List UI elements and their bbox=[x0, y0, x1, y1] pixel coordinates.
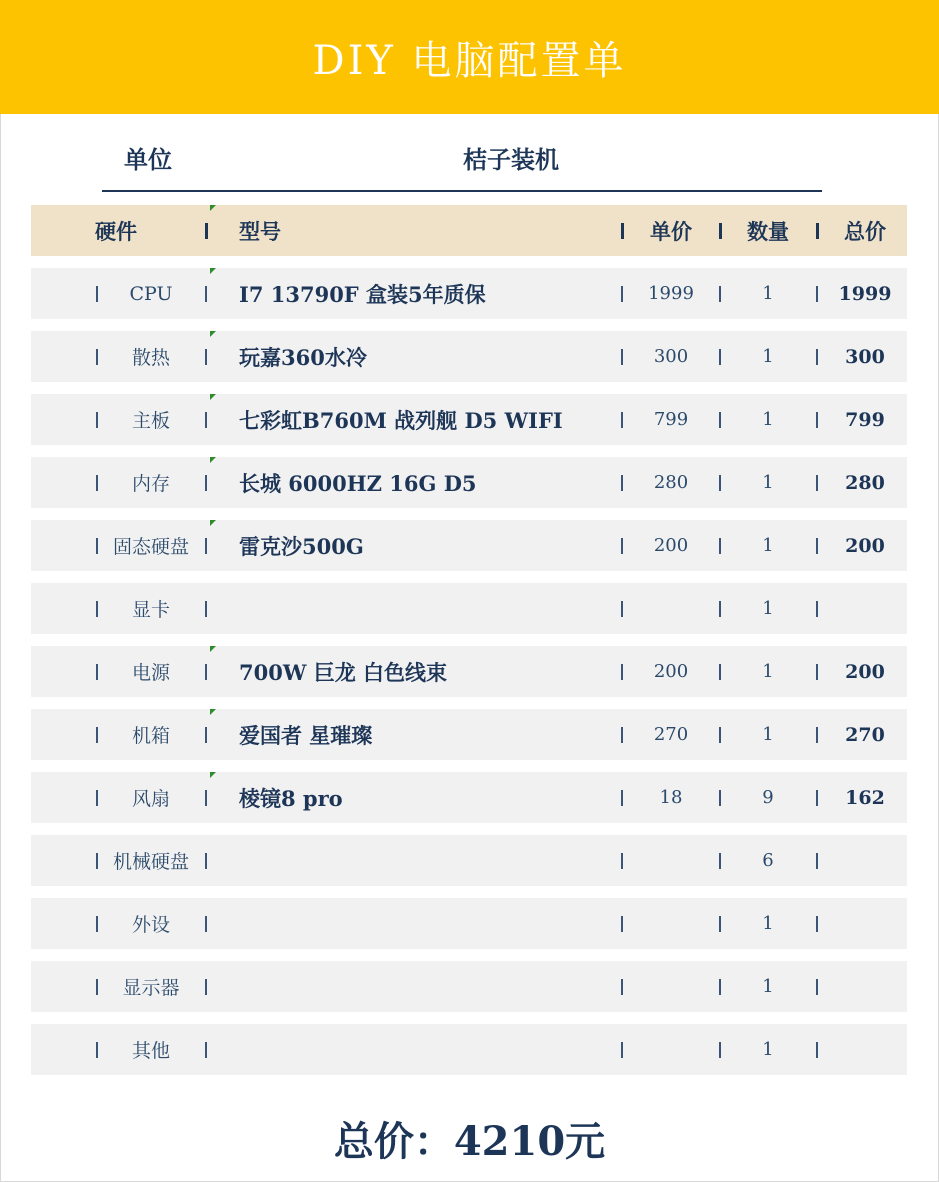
cell-quantity: 1 bbox=[762, 976, 774, 997]
column-separator bbox=[816, 349, 818, 365]
table-row bbox=[31, 898, 907, 949]
cell-model bbox=[239, 583, 619, 634]
column-separator bbox=[205, 916, 207, 932]
cell-hardware: 内存 bbox=[131, 473, 170, 495]
cell-total-price: 270 bbox=[845, 723, 885, 746]
table-header-row bbox=[31, 205, 907, 256]
column-separator bbox=[816, 286, 818, 302]
column-separator bbox=[96, 790, 98, 806]
comment-marker-icon bbox=[210, 646, 216, 652]
cell-model: 七彩虹B760M 战列舰 D5 WIFI bbox=[239, 407, 563, 433]
header-hardware: 硬件 bbox=[95, 218, 137, 244]
cell-model: 雷克沙500G bbox=[239, 533, 364, 559]
column-separator bbox=[816, 853, 818, 869]
cell-unit-price: 200 bbox=[653, 535, 689, 556]
cell-quantity: 1 bbox=[762, 409, 774, 430]
header-total-price: 总价 bbox=[844, 218, 886, 244]
column-separator bbox=[816, 538, 818, 554]
column-separator bbox=[816, 1042, 818, 1058]
column-separator bbox=[719, 601, 721, 617]
column-separator bbox=[96, 727, 98, 743]
title-bar bbox=[0, 0, 939, 114]
table-row bbox=[31, 772, 907, 823]
column-separator bbox=[205, 727, 207, 743]
column-separator bbox=[719, 223, 722, 239]
cell-quantity: 1 bbox=[762, 661, 774, 682]
column-separator bbox=[719, 412, 721, 428]
column-separator bbox=[719, 538, 721, 554]
comment-marker-icon bbox=[210, 520, 216, 526]
cell-unit-price: 18 bbox=[659, 787, 683, 808]
column-separator bbox=[205, 223, 208, 239]
column-separator bbox=[205, 1042, 207, 1058]
cell-total-price: 162 bbox=[845, 786, 885, 809]
column-separator bbox=[719, 1042, 721, 1058]
column-separator bbox=[621, 664, 623, 680]
cell-hardware: 外设 bbox=[131, 914, 170, 936]
column-separator bbox=[96, 286, 98, 302]
cell-model: 爱国者 星璀璨 bbox=[239, 722, 373, 748]
cell-hardware: 散热 bbox=[131, 347, 170, 369]
cell-unit-price: 200 bbox=[653, 661, 689, 682]
table-row bbox=[31, 1024, 907, 1075]
cell-unit-price bbox=[637, 961, 705, 1012]
unit-label: 单位 bbox=[124, 145, 172, 174]
cell-quantity: 1 bbox=[762, 598, 774, 619]
cell-total-price: 799 bbox=[845, 408, 885, 431]
column-separator bbox=[816, 475, 818, 491]
comment-marker-icon bbox=[210, 205, 216, 211]
column-separator bbox=[719, 790, 721, 806]
cell-hardware: 显卡 bbox=[131, 599, 170, 621]
table-row bbox=[31, 331, 907, 382]
cell-unit-price: 799 bbox=[653, 409, 689, 430]
column-separator bbox=[719, 727, 721, 743]
cell-model bbox=[239, 961, 619, 1012]
table-row bbox=[31, 583, 907, 634]
column-separator bbox=[96, 853, 98, 869]
column-separator bbox=[205, 412, 207, 428]
column-separator bbox=[621, 1042, 623, 1058]
column-separator bbox=[621, 412, 623, 428]
column-separator bbox=[96, 1042, 98, 1058]
cell-quantity: 1 bbox=[762, 724, 774, 745]
cell-quantity: 1 bbox=[762, 913, 774, 934]
cell-total-price: 280 bbox=[845, 471, 885, 494]
column-separator bbox=[719, 286, 721, 302]
column-separator bbox=[816, 601, 818, 617]
cell-total-price: 200 bbox=[845, 534, 885, 557]
column-separator bbox=[621, 538, 623, 554]
column-separator bbox=[205, 664, 207, 680]
cell-total-price bbox=[831, 1024, 899, 1075]
cell-total-price bbox=[831, 583, 899, 634]
table-row bbox=[31, 457, 907, 508]
cell-total-price bbox=[831, 961, 899, 1012]
cell-total-price: 200 bbox=[845, 660, 885, 683]
comment-marker-icon bbox=[210, 457, 216, 463]
page-title: DIY 电脑配置单 bbox=[312, 37, 627, 84]
column-separator bbox=[621, 727, 623, 743]
column-separator bbox=[205, 979, 207, 995]
cell-unit-price: 280 bbox=[653, 472, 689, 493]
cell-total-price: 1999 bbox=[838, 282, 892, 305]
cell-unit-price: 270 bbox=[653, 724, 689, 745]
column-separator bbox=[96, 601, 98, 617]
column-separator bbox=[621, 601, 623, 617]
column-separator bbox=[205, 349, 207, 365]
column-separator bbox=[621, 979, 623, 995]
column-separator bbox=[96, 916, 98, 932]
cell-model: 玩嘉360水冷 bbox=[239, 344, 367, 370]
table-row bbox=[31, 835, 907, 886]
table-row bbox=[31, 709, 907, 760]
cell-quantity: 1 bbox=[762, 535, 774, 556]
column-separator bbox=[205, 601, 207, 617]
column-separator bbox=[96, 538, 98, 554]
column-separator bbox=[816, 664, 818, 680]
comment-marker-icon bbox=[210, 772, 216, 778]
cell-total-price bbox=[831, 835, 899, 886]
column-separator bbox=[205, 475, 207, 491]
header-model: 型号 bbox=[239, 218, 281, 244]
cell-quantity: 1 bbox=[762, 346, 774, 367]
column-separator bbox=[719, 979, 721, 995]
column-separator bbox=[816, 727, 818, 743]
unit-row bbox=[102, 130, 822, 192]
comment-marker-icon bbox=[210, 268, 216, 274]
column-separator bbox=[719, 475, 721, 491]
column-separator bbox=[96, 349, 98, 365]
cell-hardware: 电源 bbox=[131, 662, 170, 684]
column-separator bbox=[621, 916, 623, 932]
cell-model bbox=[239, 898, 619, 949]
column-separator bbox=[205, 853, 207, 869]
header-quantity: 数量 bbox=[747, 218, 789, 244]
comment-marker-icon bbox=[210, 709, 216, 715]
cell-hardware: 固态硬盘 bbox=[112, 536, 189, 558]
cell-unit-price bbox=[637, 1024, 705, 1075]
column-separator bbox=[816, 412, 818, 428]
column-separator bbox=[719, 664, 721, 680]
column-separator bbox=[621, 349, 623, 365]
cell-hardware: 机箱 bbox=[131, 725, 170, 747]
column-separator bbox=[621, 286, 623, 302]
header-unit-price: 单价 bbox=[650, 218, 692, 244]
cell-hardware: 主板 bbox=[131, 410, 170, 432]
column-separator bbox=[719, 349, 721, 365]
table-row bbox=[31, 646, 907, 697]
column-separator bbox=[96, 979, 98, 995]
table-row bbox=[31, 394, 907, 445]
column-separator bbox=[205, 790, 207, 806]
cell-model: I7 13790F 盒装5年质保 bbox=[239, 281, 486, 307]
cell-model: 棱镜8 pro bbox=[239, 785, 343, 811]
cell-unit-price bbox=[637, 898, 705, 949]
cell-hardware: 风扇 bbox=[131, 788, 170, 810]
column-separator bbox=[621, 853, 623, 869]
column-separator bbox=[205, 538, 207, 554]
cell-hardware: 机械硬盘 bbox=[112, 851, 189, 873]
table-row bbox=[31, 268, 907, 319]
cell-model bbox=[239, 835, 619, 886]
cell-unit-price: 300 bbox=[653, 346, 689, 367]
column-separator bbox=[205, 286, 207, 302]
cell-hardware: 显示器 bbox=[122, 977, 180, 999]
cell-hardware: 其他 bbox=[131, 1040, 170, 1062]
column-separator bbox=[816, 223, 819, 239]
cell-model: 700W 巨龙 白色线束 bbox=[239, 659, 448, 685]
table-row bbox=[31, 520, 907, 571]
grand-total: 总价：4210元 bbox=[333, 1118, 606, 1165]
cell-model: 长城 6000HZ 16G D5 bbox=[239, 470, 477, 496]
column-separator bbox=[621, 790, 623, 806]
cell-total-price: 300 bbox=[845, 345, 885, 368]
column-separator bbox=[621, 475, 623, 491]
column-separator bbox=[96, 475, 98, 491]
column-separator bbox=[816, 790, 818, 806]
column-separator bbox=[719, 853, 721, 869]
column-separator bbox=[719, 916, 721, 932]
cell-quantity: 1 bbox=[762, 1039, 774, 1060]
cell-hardware: CPU bbox=[129, 282, 173, 305]
cell-quantity: 6 bbox=[762, 850, 774, 871]
column-separator bbox=[96, 664, 98, 680]
column-separator bbox=[816, 916, 818, 932]
cell-total-price bbox=[831, 898, 899, 949]
cell-unit-price bbox=[637, 835, 705, 886]
cell-quantity: 9 bbox=[762, 787, 774, 808]
table-row bbox=[31, 961, 907, 1012]
cell-unit-price: 1999 bbox=[648, 283, 694, 304]
column-separator bbox=[96, 412, 98, 428]
column-separator bbox=[816, 979, 818, 995]
cell-unit-price bbox=[637, 583, 705, 634]
column-separator bbox=[621, 223, 624, 239]
comment-marker-icon bbox=[210, 331, 216, 337]
cell-quantity: 1 bbox=[762, 283, 774, 304]
unit-value: 桔子装机 bbox=[463, 145, 559, 174]
cell-model bbox=[239, 1024, 619, 1075]
comment-marker-icon bbox=[210, 394, 216, 400]
cell-quantity: 1 bbox=[762, 472, 774, 493]
